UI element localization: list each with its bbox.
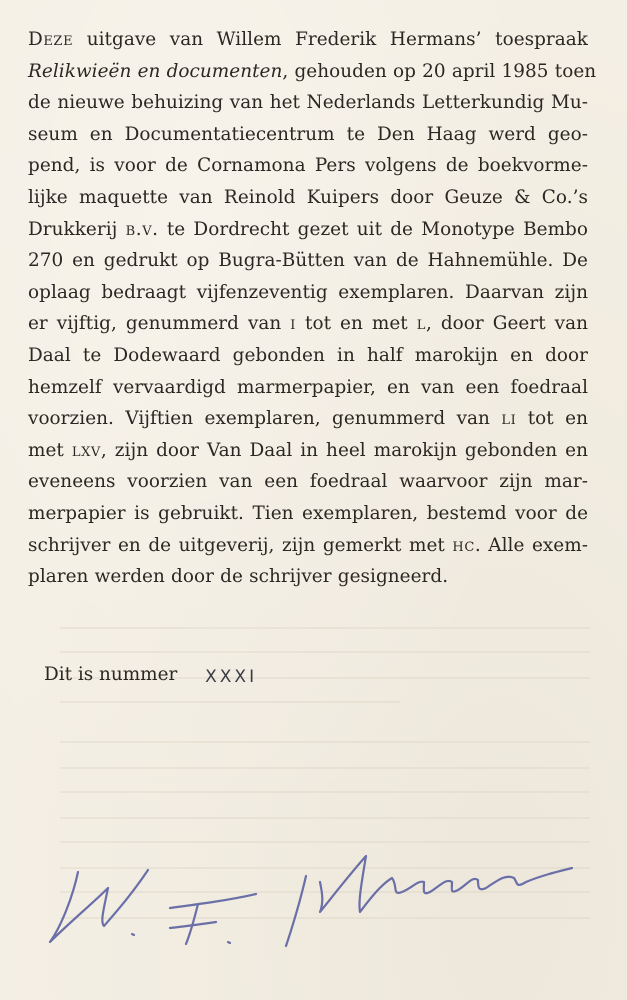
colophon-line: eveneens voorzien van een foedraal waarvoor zijn mar- (28, 471, 588, 493)
roman-numeral: l (416, 313, 426, 335)
text-run: , zijn door Van Daal in heel marokijn gebonden en (100, 439, 588, 461)
colophon-line (28, 308, 588, 340)
colophon-line: seum en Documentatiecentrum te Den Haag werd geo- (28, 123, 588, 145)
roman-numeral: lxv (71, 439, 101, 461)
text-run: tot en (516, 408, 588, 430)
text-run: , gehouden op 20 april 1985 toen (282, 60, 597, 82)
text-run: te Dordrecht gezet uit de Monotype Bembo (158, 218, 588, 240)
copy-number-line (44, 660, 257, 690)
colophon-line: hemzelf vervaardigd marmerpapier, en van een foedraal (28, 376, 588, 398)
colophon-line (28, 214, 588, 246)
colophon-line: Daal te Dodewaard gebonden in half marokijn en door (28, 344, 588, 366)
text-run: met (28, 439, 72, 461)
roman-numeral: i (290, 313, 297, 335)
text-run: tot en met (296, 313, 417, 335)
text-run: er vijftig, genummerd van (28, 313, 291, 335)
colophon-line (28, 403, 588, 435)
text-run: schrijver en de uitgeverij, zijn gemerkt met (28, 534, 453, 556)
colophon-line: lijke maquette van Reinold Kuipers door Geuze & Co.’s (28, 186, 588, 208)
colophon-line: pend, is voor de Cornamona Pers volgens de boekvorme- (28, 155, 588, 177)
colophon-text (28, 24, 597, 593)
colophon-line: merpapier is gebruikt. Tien exemplaren, bestemd voor de (28, 502, 588, 524)
colophon-line (28, 435, 588, 467)
colophon-line (28, 24, 588, 56)
roman-numeral: li (501, 408, 517, 430)
hc-mark: hc (452, 534, 475, 556)
text-run: , door Geert van (425, 313, 588, 335)
small-caps-abbrev: b.v. (125, 218, 159, 240)
colophon-line (28, 56, 597, 88)
colophon-line: plaren werden door de schrijver gesigneerd. (28, 566, 449, 588)
title-italic: Relikwieën en documenten (28, 60, 283, 82)
drop-small-caps: Deze (28, 29, 74, 50)
colophon-line: 270 en gedrukt op Bugra-Bütten van de Hahnemühle. De (28, 250, 588, 272)
text-run: . Alle exem- (474, 534, 588, 556)
text-run: voorzien. Vijftien exemplaren, genummerd van (28, 408, 502, 430)
colophon-line (28, 530, 588, 562)
copy-number-label: Dit is nummer (44, 664, 178, 685)
text-run: Drukkerij (28, 218, 126, 240)
signature-text (0, 0, 1, 1)
colophon-line: oplaag bedraagt vijfenzeventig exemplaren. Daarvan zijn (28, 281, 588, 303)
author-signature (20, 830, 580, 960)
copy-number-handwritten: XXXI (205, 667, 258, 687)
text-run: uitgave van Willem Frederik Hermans’ toespraak (73, 29, 588, 50)
colophon-line: de nieuwe behuizing van het Nederlands Letterkundig Mu- (28, 92, 588, 114)
